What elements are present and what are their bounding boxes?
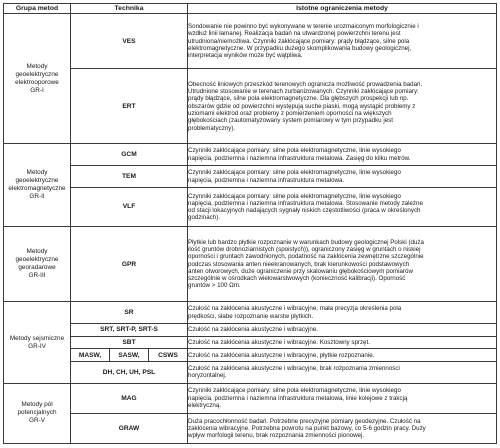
technique-cell: SBT	[71, 336, 188, 349]
technique-cell: DH, CH, UH, PSL	[71, 362, 188, 384]
technique-cell: VES	[71, 14, 188, 69]
technique-sasw: SASW,	[109, 349, 148, 361]
group-cell: Metody pól potencjalnych GR-V	[4, 383, 71, 443]
technique-cell: MAG	[71, 383, 188, 413]
description-cell: Czułość na zakłócenia akustyczne i wibracyjne, mała precyzja określenia pola prędkości, słabe rozpoznanie warstw płytkich.	[188, 302, 497, 324]
group-cell: Metody sejsmiczne GR-IV	[4, 302, 71, 384]
technique-cell: ERT	[71, 69, 188, 144]
header-group: Grupa metod	[4, 4, 71, 14]
table-row	[4, 14, 497, 69]
table-row	[4, 144, 497, 166]
header-limitations: Istotne ograniczenia metody	[188, 4, 497, 14]
table-row	[4, 69, 497, 144]
technique-cell-split	[71, 349, 188, 362]
technique-cell: GPR	[71, 227, 188, 302]
description-cell: Czułość na zakłócenia akustyczne i wibracyjne, płytkie rozpoznanie.	[188, 349, 497, 362]
description-cell: Czynniki zakłócające pomiary: silne pola elektromagnetyczne, linie wysokiego napięcia, podziemna i naziemna infrastruktura metalowa. Stosowanie metody zależne od stacji lokacyjnych nadających sygnały niskich częstotliwości (praca w określonych godzinach).	[188, 188, 497, 227]
technique-cell: GCM	[71, 144, 188, 166]
description-cell: Sondowanie nie powinno być wykonywane w terenie urozmaiconym morfologicznie i wzdłuż linii łamanej. Realizacja badań na utwardzonej powierzchni terenu jest utrudniona/niemożliwa. Czynniki zakłócające pomiary: prądy błądzące, silne pola elektromagnetyczne. W przypadku dużego skomplikowania budowy geologicznej, interpretacja wyników może być wątpliwa.	[188, 14, 497, 69]
technique-masw: MASW,	[78, 351, 102, 359]
description-cell: Duża pracochłonność badań. Potrzebne precyzyjne pomiary geodezyjne. Czułość na zakłócenia wibracyjne. Potrzebna powrotu na punkt bazowy, co 5-6 godzin pracy. Duży wpływ morfologii terenu, brak rozpoznania zmienności pionowej.	[188, 413, 497, 443]
description-cell: Czułość na zakłócenia akustyczne i wibracyjne. Kosztowny sprzęt.	[188, 336, 497, 349]
description-cell: Czynniki zakłócające pomiary: silne pola elektromagnetyczne, linie wysokiego napięcia, podziemna i naziemna infrastruktura metalowa. Zasięg do kilku metrów.	[188, 144, 497, 166]
technique-cell: SRT, SRT-P, SRT-S	[71, 324, 188, 337]
technique-cell: VLF	[71, 188, 188, 227]
header-row	[4, 4, 497, 14]
table-row	[4, 166, 497, 188]
table-row	[4, 302, 497, 324]
description-cell: Czułość na zakłócenia akustyczne i wibracyjne, brak rozpoznania zmienności horyzontalnej.	[188, 362, 497, 384]
table-row	[4, 362, 497, 384]
table-row	[4, 383, 497, 413]
description-cell: Czułość na zakłócenia akustyczne i wibracyjne.	[188, 324, 497, 337]
header-technique: Technika	[71, 4, 188, 14]
description-cell: Czynniki zakłócające pomiary: silne pola elektromagnetyczne, linie wysokiego napięcia, podziemna i naziemna infrastruktura metalowa, linie kolejowe z trakcją elektryczną.	[188, 383, 497, 413]
table-row	[4, 324, 497, 337]
technique-cell: SR	[71, 302, 188, 324]
description-cell: Płytkie lub bardzo płytkie rozpoznanie w warunkach budowy geologicznej Polski (duża ilość gruntów drobnoziarnistych (spoistych)), ograniczony zasięg w gruntach o niskiej oporności i gruntach zawodnionych, podatność na zakłócenia zewnętrzne szczególnie podczas stosowania anten nieekranowanych, brak kierunkowości podstawowych anten otworowych, duże ograniczenie przy skalowaniu głębokościowym pomiarów szczególnie w ośrodkach wielowarstwowych (konieczność kalibracji). Oporność gruntów > 100 Ωm.	[188, 227, 497, 302]
group-cell: Metody geoelektryczne elektrooporowe GR-I	[4, 14, 71, 144]
group-cell: Metody geoelektryczne georadarowe GR-III	[4, 227, 71, 302]
technique-csws: CSWS	[148, 349, 187, 361]
methods-table	[3, 3, 497, 444]
description-cell: Obecność liniowych przeszkód terenowych ogranicza możliwość prowadzenia badań. Utrudnione stosowanie w terenach zurbanizowanych. Czynniki zakłócające pomiary: prądy błądzące, silne pola elektromagnetyczne. Dla głębszych prospekcji lub np. obszarów gdzie od powierzchni występują suche piaski, mogą wystąpić problemy z uziomami elektrod oraz problemy z pomierzeniem oporności na większych głębokościach (zautomatyzowany system pomiarowy w tym przypadku jest problematyczny).	[188, 69, 497, 144]
table-row	[4, 188, 497, 227]
description-cell: Czynniki zakłócające pomiary: silne pola elektromagnetyczne, linie wysokiego napięcia, podziemna i naziemna infrastruktura metalowa.	[188, 166, 497, 188]
technique-cell: TEM	[71, 166, 188, 188]
group-cell: Metody geoelektryczne elektromagnetyczne GR-II	[4, 144, 71, 227]
technique-cell: GRAW	[71, 413, 188, 443]
table-row	[4, 227, 497, 302]
table-row	[4, 413, 497, 443]
table-row	[4, 336, 497, 349]
table-row	[4, 349, 497, 362]
